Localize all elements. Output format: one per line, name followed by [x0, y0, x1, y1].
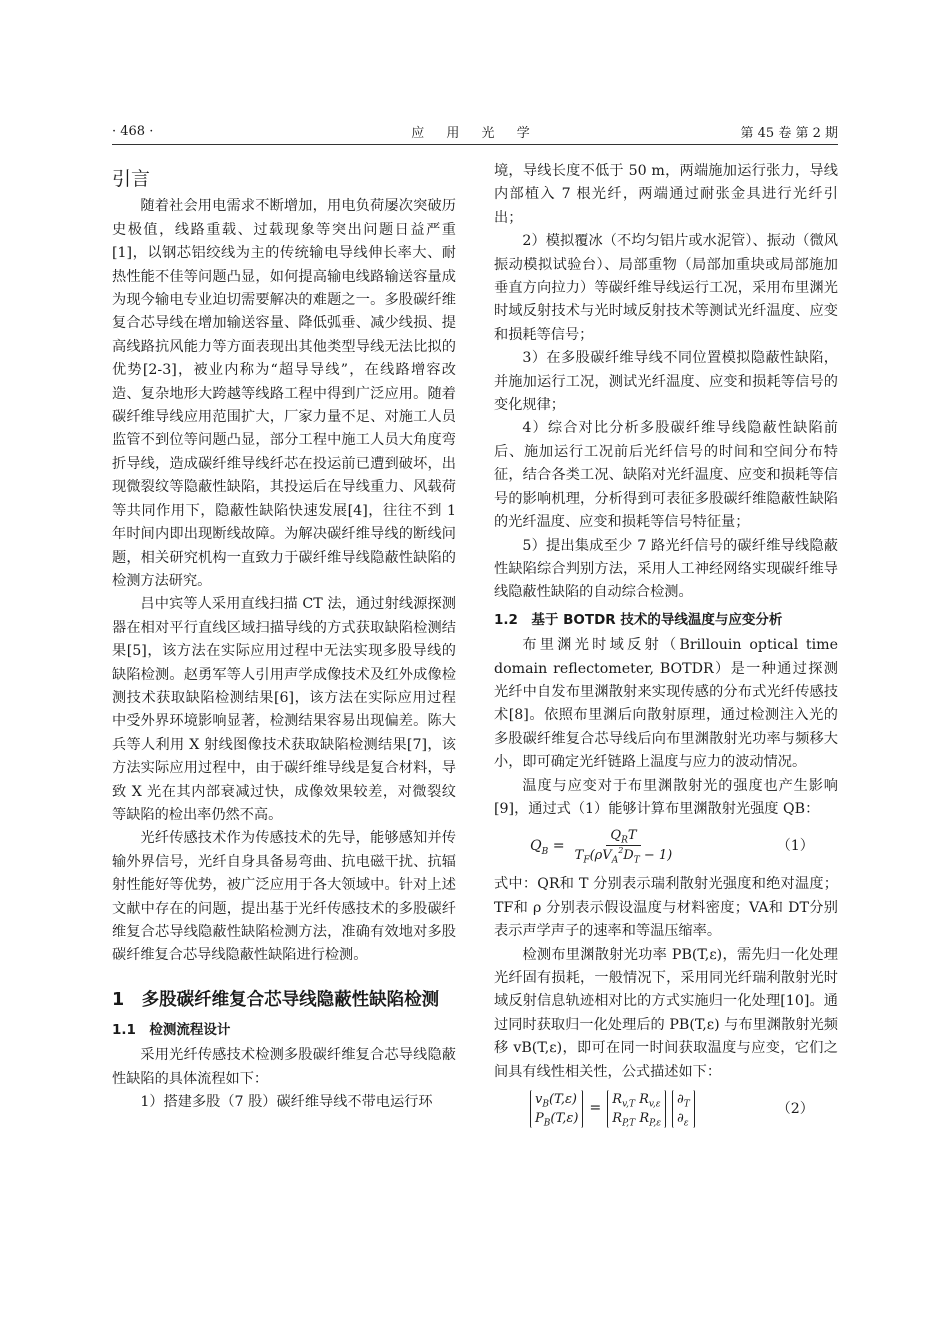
section-1-heading: 1 多股碳纤维复合芯导线隐蔽性缺陷检测	[112, 989, 440, 1010]
paragraph: 随着社会用电需求不断增加，用电负荷屡次突破历史极值，线路重载、过载现象等突出问题日益严重[1]，以钢芯铝绞线为主的传统输电导线伸长率大、耐热性能不佳等问题凸显，如何提高输电线路输送容量成为现今输电专业迫切需要解决的难题之一。多股碳纤维复合芯导线在增加输送容量、降低弧垂、减少线损、提高线路抗风能力等方面表现出其他类型导线无法比拟的优势[2-3]，被业内称为“超导导线”，在线路增容改造、复杂地形大跨越等线路工程中得到广泛应用。随着碳纤维导线应用范围扩大，厂家力量不足、对施工人员监管不到位等问题凸显，部分工程中施工人员大角度弯折导线，造成碳纤维导线纤芯在投运前已遭到破坏，出现微裂纹等隐蔽性缺陷，其投运后在导线重力、风载荷等共同作用下，隐蔽性缺陷快速发展[4]，往往不到 1 年时间内即出现断线故障。为解决碳纤维导线的断线问题，相关研究机构一直致力于碳纤维导线隐蔽性缺陷的检测方法研究。	[112, 198, 456, 589]
paragraph: 温度与应变对于布里渊散射光的强度也产生影响[9]，通过式（1）能够计算布里渊散射光强度 QB：	[494, 777, 838, 817]
paragraph: 5）提出集成至少 7 路光纤信号的碳纤维导线隐蔽性缺陷综合判别方法，采用人工神经网络实现碳纤维导线隐蔽性缺陷的自动综合检测。	[494, 537, 838, 601]
intro-heading: 引言	[112, 168, 151, 190]
page-number: · 468 ·	[112, 123, 154, 139]
paragraph: 1）搭建多股（7 股）碳纤维导线不带电运行环	[140, 1094, 433, 1111]
equation-1-body: $Q_B$ = $\frac{Q_RT}{T_F(\rho V_A^2D_T - 1)}$	[530, 828, 673, 866]
section-1-1-heading: 1.1 检测流程设计	[112, 1021, 231, 1038]
paragraph: 2）模拟覆冰（不均匀铝片或水泥管）、振动（微风振动模拟试验台）、局部重物（局部加重块或局部施加垂直方向拉力）等碳纤维导线运行工况，采用布里渊光时域反射技术与光时域反射技术等测试光纤温度、应变和损耗等信号；	[494, 233, 838, 343]
paragraph: 4）综合对比分析多股碳纤维导线隐蔽性缺陷前后、施加运行工况前后光纤信号的时间和空间分布特征，结合各类工况、缺陷对光纤温度、应变和损耗等信号的影响机理，分析得到可表征多股碳纤维隐蔽性缺陷的光纤温度、应变和损耗等信号特征量；	[494, 420, 838, 531]
paragraph: 采用光纤传感技术检测多股碳纤维复合芯导线隐蔽性缺陷的具体流程如下：	[112, 1047, 456, 1087]
paragraph: 3）在多股碳纤维导线不同位置模拟隐蔽性缺陷，并施加运行工况，测试光纤温度、应变和损耗等信号的变化规律；	[494, 350, 838, 414]
paragraph: 光纤传感技术作为传感技术的先导，能够感知并传输外界信号，光纤自身具备易弯曲、抗电磁干扰、抗辐射性能好等优势，被广泛应用于各大领域中。针对上述文献中存在的问题，提出基于光纤传感技术的多股碳纤维复合芯导线隐蔽性缺陷检测方法，准确有效地对多股碳纤维复合芯导线隐蔽性缺陷进行检测。	[112, 830, 456, 964]
equation-2-body: $v_B(T,\varepsilon)$ $P_B(T,\varepsilon)$ = $R_{v,T}$ $R_{v,\varepsilon}$ $R_{P,T}$ $R_{P,\varepsilon}$ $\partial_T$ $\partial_\varepsilon$	[530, 1090, 695, 1128]
right-column	[494, 160, 838, 1138]
header-rule	[112, 144, 838, 145]
paragraph: 式中：QR和 T 分别表示瑞利散射光强度和绝对温度；TF和 ρ 分别表示假设温度与材料密度；VA和 DT分别表示声学声子的速率和等温压缩率。	[494, 876, 838, 940]
journal-name: 应 用 光 学	[411, 125, 539, 141]
equation-1-number: （1）	[776, 838, 814, 855]
left-column	[112, 160, 456, 1114]
equation-1	[494, 823, 838, 871]
issue-label: 第 45 卷 第 2 期	[740, 125, 838, 141]
paragraph: 检测布里渊散射光功率 PB(T,ε)，需先归一化处理光纤固有损耗，一般情况下，采用同光纤瑞利散射光时域反射信息轨迹相对比的方式实施归一化处理[10]。通过同时获取归一化处理后的 PB(T,ε) 与布里渊散射光频移 vB(T,ε)，即可在同一时间获取温度与应变，它们之间具有线性相关性，公式描述如下：	[494, 946, 838, 1080]
equation-2-number: （2）	[776, 1101, 814, 1118]
paragraph: 布里渊光时域反射（Brillouin optical time domain reflectometer, BOTDR）是一种通过探测光纤中自发布里渊散射来实现传感的分布式光纤传感技术[8]。依照布里渊后向散射原理，通过检测注入光的多股碳纤维复合芯导线后向布里渊散射光功率与频移大小，即可确定光纤链路上温度与应力的波动情况。	[494, 637, 838, 771]
paragraph: 境，导线长度不低于 50 m，两端施加运行张力，导线内部植入 7 根光纤，两端通过耐张金具进行光纤引出；	[494, 163, 838, 226]
equation-2	[494, 1086, 838, 1136]
paragraph: 吕中宾等人采用直线扫描 CT 法，通过射线源探测器在相对平行直线区域扫描导线的方式获取缺陷检测结果[5]，该方法在实际应用过程中无法实现多股导线的缺陷检测。赵勇军等人引用声学成像技术及红外成像检测技术获取缺陷检测结果[6]，该方法在实际应用过程中受外界环境影响显著，检测结果容易出现偏差。陈大兵等人利用 X 射线图像技术获取缺陷检测结果[7]，该方法实际应用过程中，由于碳纤维导线是复合材料，导致 X 光在其内部衰减过快，成像效果较差，对微裂纹等缺陷的检出率仍然不高。	[112, 596, 456, 823]
section-1-2-heading: 1.2 基于 BOTDR 技术的导线温度与应变分析	[494, 611, 783, 628]
running-header	[112, 120, 838, 142]
